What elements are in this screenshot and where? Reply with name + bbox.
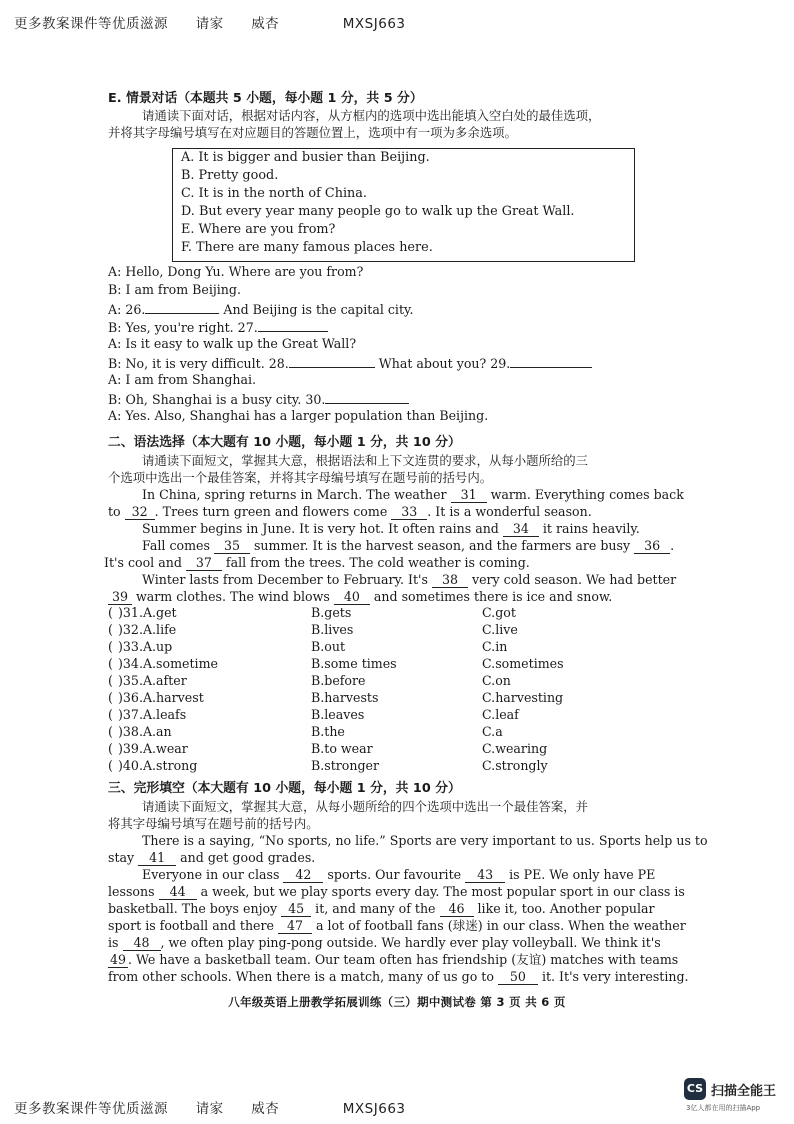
answer-paren: ( bbox=[108, 724, 113, 739]
choice-c: C.leaf bbox=[482, 707, 519, 722]
choice-a: )31.A.get bbox=[118, 605, 177, 620]
option-item: A. It is bigger and busier than Beijing. bbox=[181, 150, 430, 165]
section-3-title: 三、完形填空（本大题有 10 小题，每小题 1 分，共 10 分） bbox=[108, 781, 461, 796]
cloze-line bbox=[108, 883, 685, 900]
choice-c: C.in bbox=[482, 639, 508, 654]
cloze-text: stay bbox=[108, 850, 139, 865]
choice-b: B.out bbox=[311, 639, 346, 654]
watermark-code: MXSJ663 bbox=[342, 1101, 406, 1117]
passage-line bbox=[142, 520, 640, 537]
dialogue-line: B: I am from Beijing. bbox=[108, 282, 241, 297]
choice-b: B.gets bbox=[311, 605, 352, 620]
watermark-text: 请家 bbox=[195, 1101, 224, 1117]
passage-text: . Trees turn green and flowers come bbox=[154, 504, 392, 519]
cloze-text: lessons bbox=[108, 884, 159, 899]
options-box bbox=[172, 148, 635, 262]
option-item: D. But every year many people go to walk up the Great Wall. bbox=[181, 204, 575, 219]
blank-38[interactable]: 38 bbox=[432, 573, 468, 588]
choice-b: B.the bbox=[311, 724, 345, 739]
choice-c: C.live bbox=[482, 622, 518, 637]
answer-blank-30[interactable] bbox=[325, 389, 409, 404]
blank-46[interactable]: 46 bbox=[440, 902, 474, 917]
dialogue-text: What about you? 29. bbox=[374, 356, 511, 371]
cloze-text: sports. Our favourite bbox=[323, 867, 466, 882]
passage-text: Summer begins in June. It is very hot. It often rains and bbox=[142, 521, 503, 536]
dialogue-line bbox=[108, 299, 413, 318]
passage-line bbox=[142, 571, 676, 588]
section-e-instruction: 并将其字母编号填写在对应题目的答题位置上，选项中有一项为多余选项。 bbox=[108, 125, 517, 140]
dialogue-line: A: I am from Shanghai. bbox=[108, 372, 257, 387]
blank-40[interactable]: 40 bbox=[334, 590, 370, 605]
cloze-text: Everyone in our class bbox=[142, 867, 284, 882]
blank-34[interactable]: 34 bbox=[503, 522, 539, 537]
watermark-code: MXSJ663 bbox=[342, 16, 406, 32]
passage-text: summer. It is the harvest season, and the farmers are busy bbox=[249, 538, 635, 553]
passage-text: It's cool and bbox=[104, 555, 186, 570]
cloze-line bbox=[108, 917, 686, 934]
camscanner-logo-icon: CS bbox=[684, 1078, 706, 1100]
choice-b: B.harvests bbox=[311, 690, 379, 705]
answer-paren: ( bbox=[108, 622, 113, 637]
answer-paren: ( bbox=[108, 656, 113, 671]
cloze-text: like it, too. Another popular bbox=[473, 901, 655, 916]
answer-blank-29[interactable] bbox=[510, 353, 592, 368]
passage-text: Winter lasts from December to February. It's bbox=[142, 572, 432, 587]
choice-b: B.stronger bbox=[311, 758, 380, 773]
passage-text: and sometimes there is ice and snow. bbox=[369, 589, 613, 604]
choice-b: B.before bbox=[311, 673, 366, 688]
section-e-title: E. 情景对话（本题共 5 小题，每小题 1 分，共 5 分） bbox=[108, 91, 423, 106]
answer-blank-28[interactable] bbox=[289, 353, 375, 368]
choice-b: B.lives bbox=[311, 622, 354, 637]
dialogue-text: B: Oh, Shanghai is a busy city. 30. bbox=[108, 392, 326, 407]
section-2-instruction: 个选项中选出一个最佳答案，并将其字母编号填写在题号前的括号内。 bbox=[108, 470, 493, 485]
cloze-text: , we often play ping-pong outside. We hardly ever play volleyball. We think it's bbox=[160, 935, 661, 950]
dialogue-text: B: Yes, you're right. 27. bbox=[108, 320, 258, 335]
choice-a: )33.A.up bbox=[118, 639, 173, 654]
cloze-text: it, and many of the bbox=[311, 901, 440, 916]
dialogue-text: And Beijing is the capital city. bbox=[219, 302, 414, 317]
choice-c: C.harvesting bbox=[482, 690, 564, 705]
watermark-text: 更多教案课件等优质滋源 bbox=[14, 1101, 168, 1117]
blank-33[interactable]: 33 bbox=[391, 505, 427, 520]
answer-paren: ( bbox=[108, 605, 113, 620]
bottom-watermark bbox=[14, 1097, 406, 1117]
blank-43[interactable]: 43 bbox=[465, 868, 505, 883]
page-footer: 八年级英语上册教学拓展训练（三）期中测试卷 第 3 页 共 6 页 bbox=[228, 995, 566, 1009]
passage-line bbox=[142, 486, 684, 503]
top-watermark bbox=[14, 12, 406, 32]
cloze-text: a week, but we play sports every day. The most popular sport in our class is bbox=[196, 884, 685, 899]
cloze-text: from other schools. When there is a match, many of us go to bbox=[108, 969, 498, 984]
choice-a: )38.A.an bbox=[118, 724, 172, 739]
choice-a: )37.A.leafs bbox=[118, 707, 187, 722]
answer-paren: ( bbox=[108, 758, 113, 773]
choice-b: B.some times bbox=[311, 656, 397, 671]
dialogue-line: A: Is it easy to walk up the Great Wall? bbox=[108, 336, 357, 351]
blank-35[interactable]: 35 bbox=[214, 539, 250, 554]
cloze-text: sport is football and there bbox=[108, 918, 278, 933]
watermark-text: 更多教案课件等优质滋源 bbox=[14, 16, 168, 32]
passage-line bbox=[108, 503, 592, 520]
cloze-text: . We have a basketball team. Our team often has friendship (友谊) matches with teams bbox=[128, 952, 679, 967]
cloze-text: a lot of football fans (球迷) in our class. When the weather bbox=[312, 918, 686, 933]
passage-text: Fall comes bbox=[142, 538, 214, 553]
choice-c: C.wearing bbox=[482, 741, 548, 756]
blank-45[interactable]: 45 bbox=[281, 902, 311, 917]
blank-48[interactable]: 48 bbox=[123, 936, 161, 951]
choice-a: )35.A.after bbox=[118, 673, 187, 688]
passage-line bbox=[142, 537, 674, 554]
passage-line bbox=[104, 554, 530, 571]
answer-paren: ( bbox=[108, 639, 113, 654]
blank-42[interactable]: 42 bbox=[283, 868, 323, 883]
passage-text: fall from the trees. The cold weather is coming. bbox=[221, 555, 530, 570]
blank-39[interactable]: 39 bbox=[108, 590, 132, 605]
passage-text: . bbox=[670, 538, 675, 553]
answer-paren: ( bbox=[108, 673, 113, 688]
scanner-badge bbox=[684, 1076, 788, 1116]
choice-b: B.to wear bbox=[311, 741, 373, 756]
cloze-line bbox=[142, 866, 655, 883]
passage-text: In China, spring returns in March. The weather bbox=[142, 487, 451, 502]
cloze-line bbox=[108, 934, 661, 951]
choice-c: C.a bbox=[482, 724, 503, 739]
blank-36[interactable]: 36 bbox=[634, 539, 670, 554]
dialogue-line: A: Hello, Dong Yu. Where are you from? bbox=[108, 264, 364, 279]
answer-paren: ( bbox=[108, 690, 113, 705]
cloze-text: basketball. The boys enjoy bbox=[108, 901, 282, 916]
option-item: F. There are many famous places here. bbox=[181, 240, 433, 255]
dialogue-line bbox=[108, 389, 409, 408]
passage-text: very cold season. We had better bbox=[467, 572, 677, 587]
cloze-line: There is a saying, “No sports, no life.” Sports are very important to us. Sports help us to bbox=[142, 833, 708, 848]
blank-41[interactable]: 41 bbox=[138, 851, 176, 866]
blank-32[interactable]: 32 bbox=[125, 505, 155, 520]
cloze-line bbox=[108, 900, 655, 917]
blank-50[interactable]: 50 bbox=[498, 970, 538, 985]
scanner-tagline: 3亿人都在用的扫描App bbox=[686, 1104, 761, 1112]
answer-paren: ( bbox=[108, 741, 113, 756]
passage-text: warm. Everything comes back bbox=[486, 487, 684, 502]
watermark-text: 威杏 bbox=[251, 1101, 280, 1117]
answer-blank-26[interactable] bbox=[145, 299, 219, 314]
choice-c: C.got bbox=[482, 605, 516, 620]
passage-text: . It is a wonderful season. bbox=[427, 504, 592, 519]
blank-49[interactable]: 49 bbox=[109, 952, 127, 967]
choice-c: C.on bbox=[482, 673, 511, 688]
dialogue-line: A: Yes. Also, Shanghai has a larger population than Beijing. bbox=[108, 408, 489, 423]
cloze-text: is bbox=[108, 935, 123, 950]
choice-a: )32.A.life bbox=[118, 622, 177, 637]
section-2-instruction: 请通读下面短文，掌握其大意，根据语法和上下文连贯的要求，从每小题所给的三 bbox=[142, 453, 589, 468]
option-item: C. It is in the north of China. bbox=[181, 186, 367, 201]
section-2-title: 二、语法选择（本大题有 10 小题，每小题 1 分，共 10 分） bbox=[108, 435, 461, 450]
choice-a: )39.A.wear bbox=[118, 741, 188, 756]
blank-37[interactable]: 37 bbox=[186, 556, 222, 571]
section-3-instruction: 将其字母编号填写在题号前的括号内。 bbox=[108, 816, 319, 831]
choice-c: C.strongly bbox=[482, 758, 548, 773]
section-3-instruction: 请通读下面短文，掌握其大意，从每小题所给的四个选项中选出一个最佳答案，并 bbox=[142, 799, 589, 814]
dialogue-text: A: 26. bbox=[108, 302, 146, 317]
section-e-instruction: 请通读下面对话，根据对话内容，从方框内的选项中选出能填入空白处的最佳选项， bbox=[142, 108, 601, 123]
dialogue-line bbox=[108, 317, 328, 336]
cloze-text: it. It's very interesting. bbox=[537, 969, 689, 984]
option-item: B. Pretty good. bbox=[181, 168, 279, 183]
answer-blank-27[interactable] bbox=[258, 317, 328, 332]
choice-a: )34.A.sometime bbox=[118, 656, 218, 671]
choice-a: )40.A.strong bbox=[118, 758, 198, 773]
cloze-line bbox=[108, 849, 315, 866]
cloze-text: and get good grades. bbox=[176, 850, 316, 865]
option-item: E. Where are you from? bbox=[181, 222, 336, 237]
passage-text: to bbox=[108, 504, 125, 519]
choice-a: )36.A.harvest bbox=[118, 690, 204, 705]
blank-44[interactable]: 44 bbox=[159, 885, 197, 900]
cloze-line bbox=[108, 968, 689, 985]
scanner-name: 扫描全能王 bbox=[711, 1084, 777, 1099]
cloze-line bbox=[108, 951, 678, 968]
cloze-text: is PE. We only have PE bbox=[505, 867, 656, 882]
blank-47[interactable]: 47 bbox=[278, 919, 312, 934]
dialogue-text: B: No, it is very difficult. 28. bbox=[108, 356, 289, 371]
blank-31[interactable]: 31 bbox=[451, 488, 487, 503]
choice-b: B.leaves bbox=[311, 707, 365, 722]
dialogue-line bbox=[108, 353, 592, 372]
passage-line bbox=[108, 588, 612, 605]
passage-text: warm clothes. The wind blows bbox=[132, 589, 334, 604]
answer-paren: ( bbox=[108, 707, 113, 722]
choice-c: C.sometimes bbox=[482, 656, 564, 671]
passage-text: it rains heavily. bbox=[538, 521, 640, 536]
watermark-text: 请家 bbox=[195, 16, 224, 32]
watermark-text: 威杏 bbox=[251, 16, 280, 32]
